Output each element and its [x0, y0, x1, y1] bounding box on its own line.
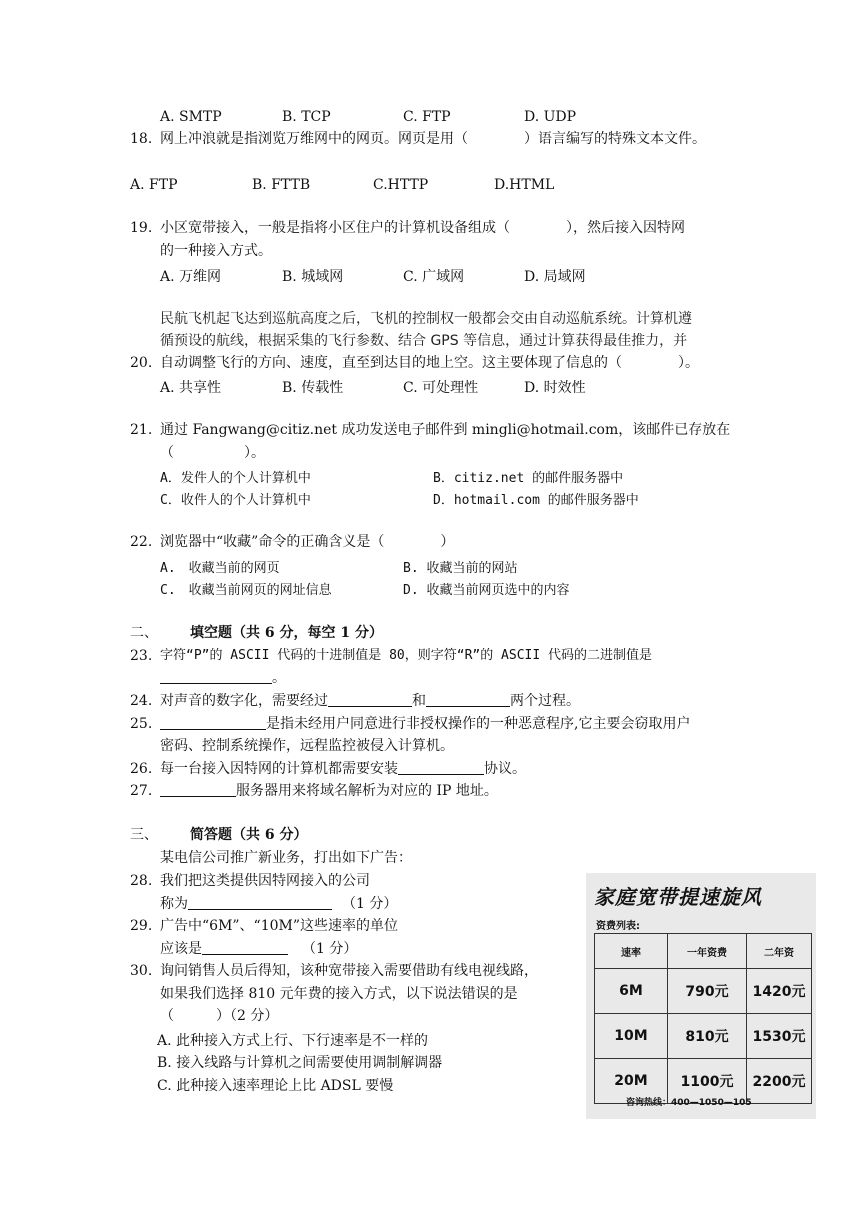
- q23-number: 23.: [130, 648, 153, 664]
- q18-option-d: D.HTML: [494, 177, 555, 193]
- q21-option-c: C．收件人的个人计算机中: [160, 493, 311, 508]
- ad-table-row: [595, 1014, 812, 1059]
- q24-blank2[interactable]: [426, 692, 510, 707]
- q20-number: 20.: [130, 355, 153, 371]
- q23-blank[interactable]: [160, 669, 272, 684]
- q20-option-b: B. 传载性: [282, 380, 344, 396]
- section3-title: 简答题（共 6 分）: [190, 827, 308, 843]
- q30-option-a: A. 此种接入方式上行、下行速率是不一样的: [157, 1033, 429, 1049]
- q26-pre: 每一台接入因特网的计算机都需要安装: [160, 761, 398, 777]
- q19-option-d: D. 局域网: [524, 269, 586, 285]
- ad-title: 家庭宽带提速旋风: [594, 885, 762, 909]
- section3-intro: 某电信公司推广新业务，打出如下广告：: [160, 850, 412, 866]
- q21-line2: （ ）。: [160, 445, 265, 461]
- q28-score: （1 分）: [342, 896, 398, 912]
- q22-option-b: B. 收藏当前的网站: [403, 561, 518, 576]
- q19-option-a: A. 万维网: [160, 269, 222, 285]
- q27-number: 27.: [130, 783, 153, 799]
- q30-option-c: C. 此种接入速率理论上比 ADSL 要慢: [157, 1078, 394, 1094]
- q21-option-a: A．发件人的个人计算机中: [160, 471, 311, 486]
- q30-line2: 如果我们选择 810 元年费的接入方式，以下说法错误的是: [160, 986, 518, 1002]
- q19-line1: 小区宽带接入，一般是指将小区住户的计算机设备组成（ ），然后接入因特网: [160, 220, 685, 236]
- ad-table-header: [595, 934, 812, 969]
- q24-line: [160, 692, 580, 710]
- section2-title: 填空题（共 6 分，每空 1 分）: [190, 625, 383, 641]
- q22-option-a: A. 收藏当前的网页: [160, 561, 280, 576]
- q19-option-c: C. 广域网: [403, 269, 465, 285]
- ad-cell-one-year: 790元: [668, 969, 747, 1014]
- q27-blank[interactable]: [160, 782, 236, 797]
- q24-number: 24.: [130, 693, 153, 709]
- ad-cell-two-year: 1420元: [747, 969, 812, 1014]
- q24-blank1[interactable]: [328, 692, 412, 707]
- q22-option-d: D. 收藏当前网页选中的内容: [403, 583, 570, 598]
- ad-price-table: [594, 933, 812, 1104]
- q17-option-d: D. UDP: [524, 109, 577, 125]
- q26-blank[interactable]: [398, 760, 484, 775]
- q24-post: 两个过程。: [510, 693, 580, 709]
- q21-option-d: D．hotmail.com 的邮件服务器中: [433, 493, 639, 508]
- q17-option-b: B. TCP: [282, 109, 331, 125]
- q21-number: 21.: [130, 422, 153, 438]
- q18-option-b: B. FTTB: [252, 177, 311, 193]
- ad-cell-speed: 6M: [595, 969, 668, 1014]
- ad-header-speed: 速率: [595, 934, 668, 969]
- q25-line1: [160, 715, 690, 733]
- q19-line2: 的一种接入方式。: [160, 243, 272, 259]
- q28-line2: [160, 895, 397, 913]
- q19-number: 19.: [130, 220, 153, 236]
- q29-score: （1 分）: [302, 941, 358, 957]
- q29-line2: [160, 940, 357, 958]
- ad-header-two-year: 二年资: [747, 934, 812, 969]
- q26-post: 协议。: [484, 761, 526, 777]
- q18-text: 网上冲浪就是指浏览万维网中的网页。网页是用（ ）语言编写的特殊文本文件。: [160, 131, 706, 147]
- broadband-ad-photo: [586, 873, 816, 1119]
- ad-cell-one-year: 810元: [668, 1014, 747, 1059]
- q20-option-c: C. 可处理性: [403, 380, 479, 396]
- q25-line2: 密码、控制系统操作，远程监控被侵入计算机。: [160, 738, 454, 754]
- ad-cell-two-year: 1530元: [747, 1014, 812, 1059]
- q26-number: 26.: [130, 761, 153, 777]
- q17-option-a: A. SMTP: [160, 109, 222, 125]
- q24-pre: 对声音的数字化，需要经过: [160, 693, 328, 709]
- q25-post: 是指未经用户同意进行非授权操作的一种恶意程序,它主要会窃取用户: [266, 716, 691, 732]
- q27-post: 服务器用来将域名解析为对应的 IP 地址。: [236, 783, 498, 799]
- q26-line: [160, 760, 526, 778]
- q22-number: 22.: [130, 534, 153, 550]
- q17-option-c: C. FTP: [403, 109, 451, 125]
- q25-number: 25.: [130, 716, 153, 732]
- q23-answer-line: [160, 669, 286, 687]
- q27-line: [160, 782, 498, 800]
- q25-blank[interactable]: [160, 715, 266, 730]
- q18-number: 18.: [130, 131, 153, 147]
- q23-tail: 。: [272, 670, 286, 686]
- ad-cell-speed: 10M: [595, 1014, 668, 1059]
- q29-number: 29.: [130, 918, 153, 934]
- ad-table-row: [595, 969, 812, 1014]
- section3-number: 三、: [130, 827, 158, 843]
- q20-line3: 自动调整飞行的方向、速度，直至到达目的地上空。这主要体现了信息的（ ）。: [160, 355, 699, 371]
- q20-option-d: D. 时效性: [524, 380, 586, 396]
- q20-pasted-line1: 民航飞机起飞达到巡航高度之后，飞机的控制权一般都会交由自动巡航系统。计算机遵: [160, 311, 692, 327]
- q22-option-c: C. 收藏当前网页的网址信息: [160, 583, 332, 598]
- q30-line1: 询问销售人员后得知，该种宽带接入需要借助有线电视线路，: [160, 963, 538, 979]
- ad-hotline: 咨询热线：400—1050—105: [626, 1098, 752, 1108]
- ad-cell-two-year: 2200元: [747, 1059, 812, 1104]
- q18-option-a: A. FTP: [130, 177, 178, 193]
- q29-line1: 广告中“6M”、“10M”这些速率的单位: [160, 918, 399, 934]
- q28-pre: 称为: [160, 896, 188, 912]
- ad-cell-speed: 20M: [595, 1059, 668, 1104]
- ad-subtitle: 资费列表:: [596, 921, 640, 932]
- q23-text: 字符“P”的 ASCII 代码的十进制值是 80，则字符“R”的 ASCII 代码的二进制值是: [160, 648, 653, 663]
- q29-blank[interactable]: [202, 940, 288, 955]
- q22-text: 浏览器中“收藏”命令的正确含义是（ ）: [160, 534, 455, 550]
- section2-number: 二、: [130, 625, 158, 641]
- q28-blank[interactable]: [188, 895, 332, 910]
- q20-pasted-line2: 循预设的航线，根据采集的飞行参数、结合 GPS 等信息，通过计算获得最佳推力，并: [160, 333, 688, 349]
- ad-header-one-year: 一年资费: [668, 934, 747, 969]
- q20-option-a: A. 共享性: [160, 380, 222, 396]
- q30-number: 30.: [130, 963, 153, 979]
- q24-mid: 和: [412, 693, 426, 709]
- q29-pre: 应该是: [160, 941, 202, 957]
- q28-line1: 我们把这类提供因特网接入的公司: [160, 873, 370, 889]
- q21-option-b: B．citiz.net 的邮件服务器中: [433, 471, 624, 486]
- q30-option-b: B. 接入线路与计算机之间需要使用调制解调器: [157, 1055, 443, 1071]
- q30-line3: （ ）（2 分）: [160, 1008, 279, 1024]
- q18-option-c: C.HTTP: [373, 177, 429, 193]
- q21-line1: 通过 Fangwang@citiz.net 成功发送电子邮件到 mingli@hotmail.com，该邮件已存放在: [160, 422, 731, 438]
- q28-number: 28.: [130, 873, 153, 889]
- ad-cell-one-year: 1100元: [668, 1059, 747, 1104]
- q19-option-b: B. 城域网: [282, 269, 344, 285]
